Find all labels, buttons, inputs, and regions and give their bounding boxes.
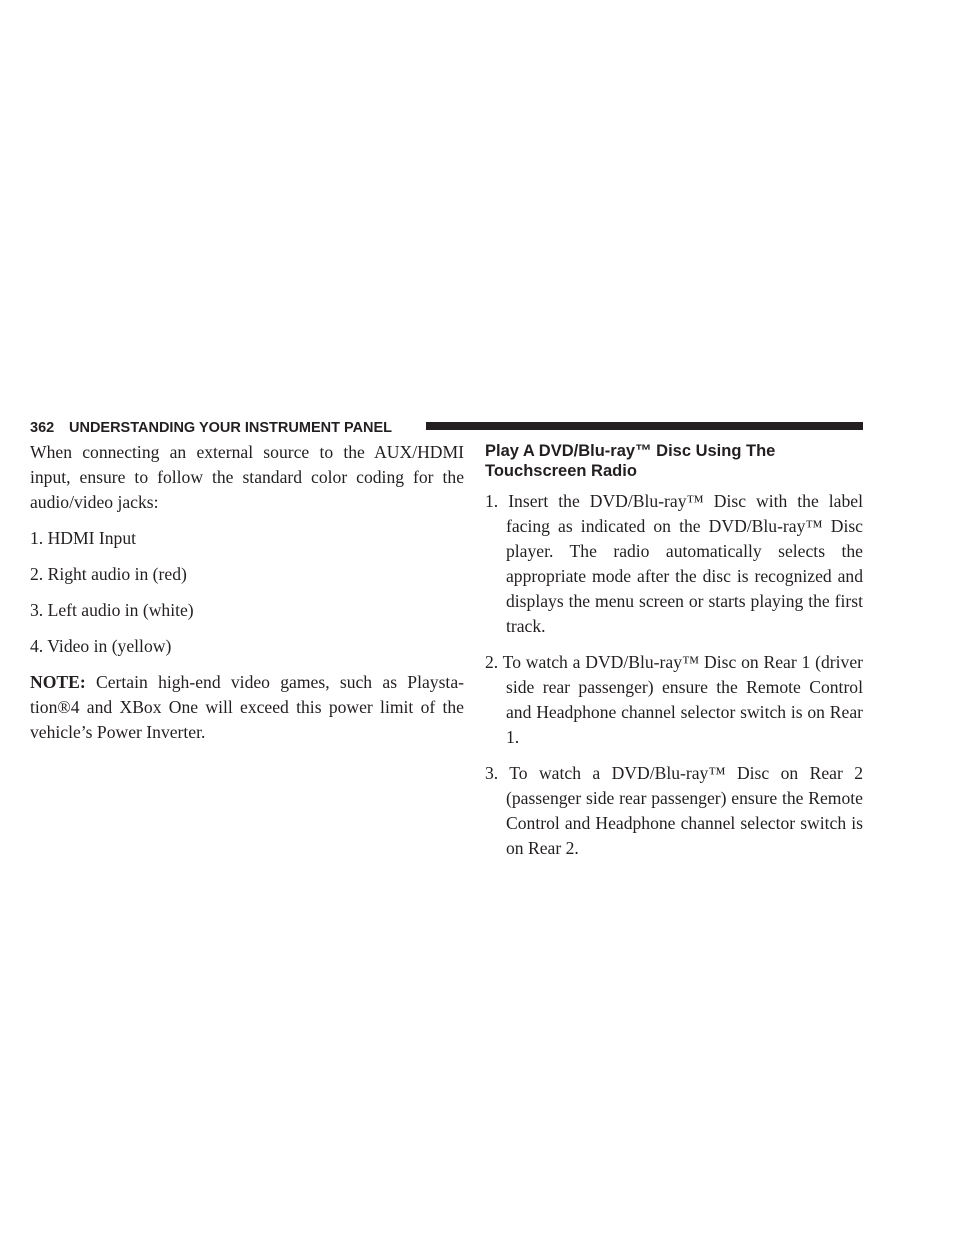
step-3: 3. To watch a DVD/Blu-ray™ Disc on Rear 2 (passenger side rear passenger) ensure the Remote Control and Headphone channel selector switch is on Rear 2. <box>485 763 863 858</box>
note-paragraph <box>30 670 464 745</box>
note-label: NOTE: <box>30 672 86 692</box>
right-column <box>485 440 863 861</box>
list-item-right-audio: 2. Right audio in (red) <box>30 564 187 584</box>
list-item-left-audio: 3. Left audio in (white) <box>30 600 194 620</box>
note-text: Certain high-end video games, such as Playstation®4 and XBox One will exceed this power limit of the vehicle’s Power Inverter. <box>30 672 464 742</box>
header-rule <box>426 422 863 430</box>
list-item-hdmi-input: 1. HDMI Input <box>30 528 137 548</box>
list-item-video: 4. Video in (yellow) <box>30 636 172 656</box>
intro-paragraph: When connecting an external source to the AUX/HDMI input, ensure to follow the standard color coding for the audio/video jacks: <box>30 442 464 512</box>
step-2: 2. To watch a DVD/Blu-ray™ Disc on Rear 1 (driver side rear passenger) ensure the Remote Control and Headphone channel selector switch is on Rear 1. <box>485 652 863 747</box>
step-1: 1. Insert the DVD/Blu-ray™ Disc with the label facing as indicated on the DVD/Blu-ray™ Disc player. The radio automatically selects the appropriate mode after the disc is recognized and displays the menu screen or starts playing the first track. <box>485 491 863 636</box>
left-column <box>30 440 464 745</box>
page-number: 362 <box>30 420 55 436</box>
section-heading: Play A DVD/Blu-ray™ Disc Using The Touchscreen Radio <box>485 442 776 480</box>
section-title: UNDERSTANDING YOUR INSTRUMENT PANEL <box>69 420 393 436</box>
steps-list <box>485 489 863 861</box>
running-header <box>30 418 863 438</box>
